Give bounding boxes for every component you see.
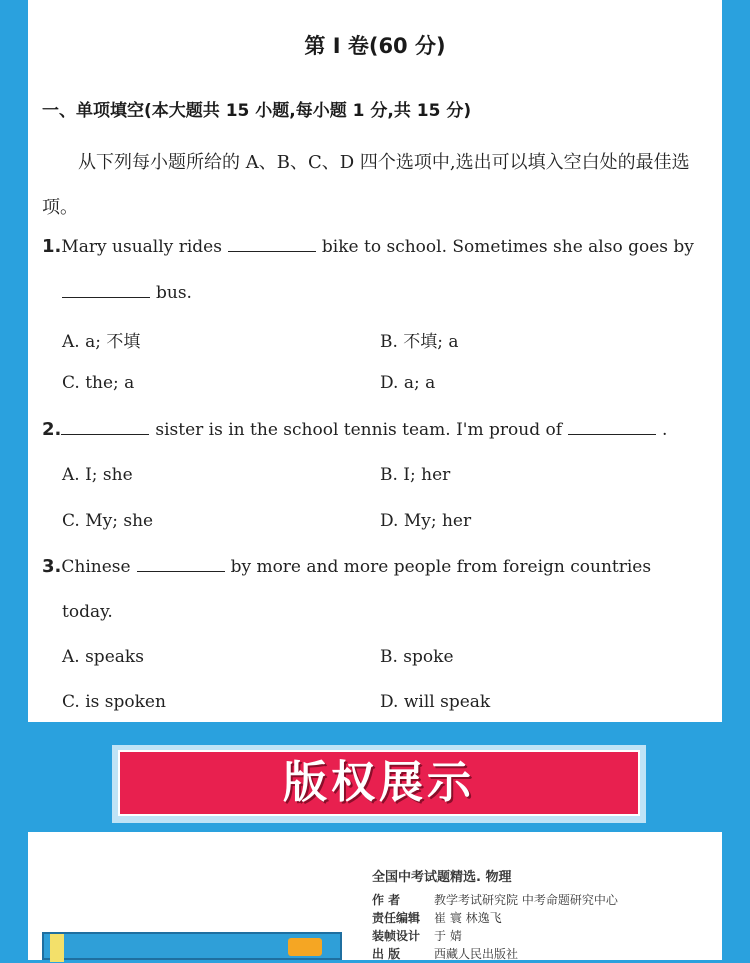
info-row-design: 装帧设计 于 婧 xyxy=(372,929,462,943)
answer-blank xyxy=(61,420,149,435)
question-1 xyxy=(42,236,722,257)
info-row-editor: 责任编辑 崔 寰 林逸飞 xyxy=(372,911,502,925)
option-d: D. My; her xyxy=(380,511,472,531)
copyright-banner xyxy=(118,750,640,816)
copyright-card xyxy=(28,832,722,960)
question-text: Chinese xyxy=(61,557,131,577)
option-d: D. a; a xyxy=(380,373,436,393)
book-spine xyxy=(50,934,64,962)
info-row-publisher: 出 版 西藏人民出版社 xyxy=(372,947,519,961)
question-1-continued xyxy=(62,283,192,303)
option-a: A. a; 不填 xyxy=(62,332,141,352)
option-c: C. is spoken xyxy=(62,692,166,712)
option-b: B. 不填; a xyxy=(380,332,459,352)
book-cover-image xyxy=(42,932,342,960)
answer-blank xyxy=(137,557,225,572)
question-text: bike to school. Sometimes she also goes by xyxy=(321,237,694,257)
question-number: 3. xyxy=(42,556,62,577)
info-row-author: 作 者 教学考试研究院 中考命题研究中心 xyxy=(372,893,618,907)
option-b: B. I; her xyxy=(380,465,451,485)
answer-blank xyxy=(228,237,316,252)
book-title: 全国中考试题精选. 物理 xyxy=(372,870,512,885)
option-a: A. speaks xyxy=(62,647,144,667)
question-2 xyxy=(42,419,722,440)
instructions: 从下列每小题所给的 A、B、C、D 四个选项中,选出可以填入空白处的最佳选项。 xyxy=(42,152,690,218)
question-3 xyxy=(42,556,722,577)
part-title: 一、单项填空(本大题共 15 小题,每小题 1 分,共 15 分) xyxy=(42,101,472,121)
question-number: 2. xyxy=(42,419,62,440)
question-number: 1. xyxy=(42,236,62,257)
question-text: bus. xyxy=(156,283,192,303)
option-a: A. I; she xyxy=(62,465,133,485)
section-title: 第 I 卷(60 分) xyxy=(304,34,446,58)
question-text: by more and more people from foreign countries xyxy=(230,557,652,577)
question-3-continued: today. xyxy=(62,602,113,622)
option-b: B. spoke xyxy=(380,647,454,667)
option-c: C. the; a xyxy=(62,373,135,393)
answer-blank xyxy=(62,283,150,298)
answer-blank xyxy=(568,420,656,435)
question-text: Mary usually rides xyxy=(61,237,222,257)
copyright-info xyxy=(372,866,618,963)
question-text: sister is in the school tennis team. I'm proud of xyxy=(155,420,563,440)
book-logo-icon xyxy=(288,938,322,956)
question-text: . xyxy=(662,420,668,440)
option-c: C. My; she xyxy=(62,511,154,531)
exam-paper xyxy=(28,0,722,722)
banner-label: 版权展示 xyxy=(283,757,475,808)
option-d: D. will speak xyxy=(380,692,491,712)
